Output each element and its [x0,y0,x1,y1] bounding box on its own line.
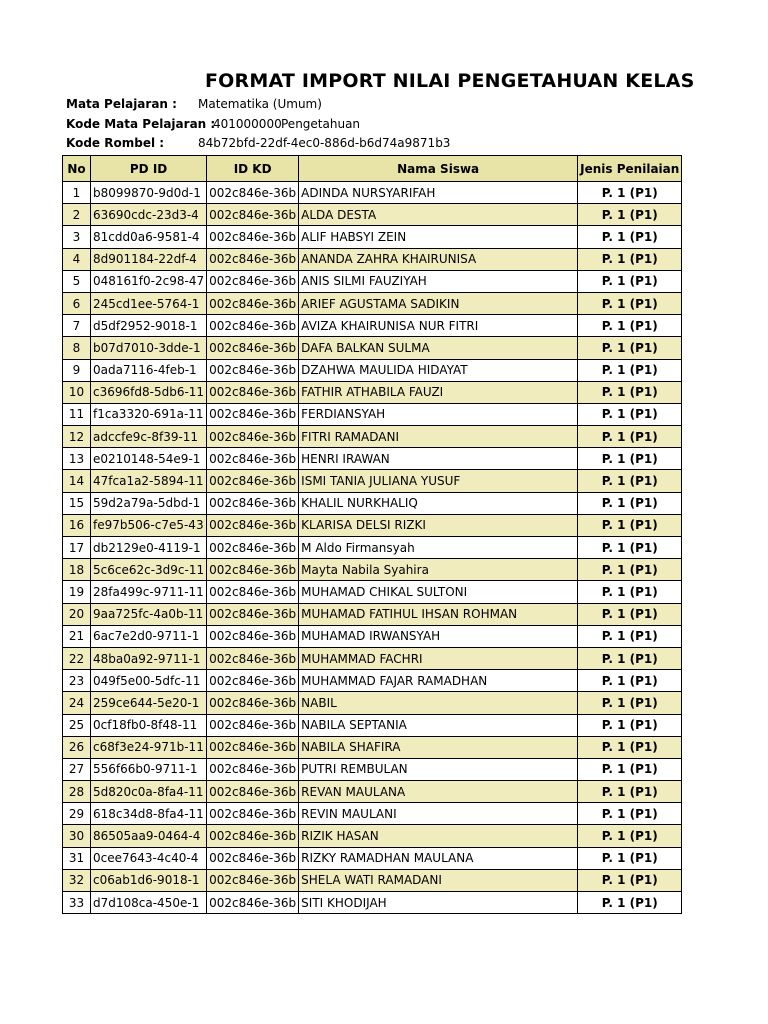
cell-nama-siswa[interactable]: MUHAMAD CHIKAL SULTONI [299,581,578,603]
cell-jenis-penilaian[interactable]: P. 1 (P1) [578,403,682,425]
cell-id-kd[interactable]: 002c846e-36b [207,381,299,403]
cell-no[interactable]: 22 [63,647,91,669]
cell-id-kd[interactable]: 002c846e-36b [207,869,299,891]
cell-id-kd[interactable]: 002c846e-36b [207,781,299,803]
cell-nama-siswa[interactable]: PUTRI REMBULAN [299,758,578,780]
cell-nama-siswa[interactable]: ARIEF AGUSTAMA SADIKIN [299,292,578,314]
cell-pd-id[interactable]: 6ac7e2d0-9711-1 [91,625,207,647]
table-row [63,381,682,403]
cell-pd-id[interactable]: 81cdd0a6-9581-4 [91,226,207,248]
cell-pd-id[interactable]: 59d2a79a-5dbd-1 [91,492,207,514]
cell-no[interactable]: 17 [63,537,91,559]
cell-nama-siswa[interactable]: FITRI RAMADANI [299,426,578,448]
cell-nama-siswa[interactable]: ANIS SILMI FAUZIYAH [299,270,578,292]
cell-no[interactable]: 5 [63,270,91,292]
cell-no[interactable]: 16 [63,514,91,536]
cell-nama-siswa[interactable]: ISMI TANIA JULIANA YUSUF [299,470,578,492]
table-body [63,182,682,914]
cell-nama-siswa[interactable]: NABILA SHAFIRA [299,736,578,758]
cell-pd-id[interactable]: 048161f0-2c98-47 [91,270,207,292]
cell-pd-id[interactable]: 0ada7116-4feb-1 [91,359,207,381]
cell-no[interactable]: 21 [63,625,91,647]
cell-no[interactable]: 4 [63,248,91,270]
cell-pd-id[interactable]: c3696fd8-5db6-11 [91,381,207,403]
cell-id-kd[interactable]: 002c846e-36b [207,448,299,470]
table-row [63,270,682,292]
cell-id-kd[interactable]: 002c846e-36b [207,625,299,647]
cell-no[interactable]: 31 [63,847,91,869]
cell-pd-id[interactable]: 245cd1ee-5764-1 [91,292,207,314]
cell-id-kd[interactable]: 002c846e-36b [207,226,299,248]
table-row [63,692,682,714]
cell-no[interactable]: 19 [63,581,91,603]
cell-jenis-penilaian[interactable]: P. 1 (P1) [578,581,682,603]
cell-nama-siswa[interactable]: FATHIR ATHABILA FAUZI [299,381,578,403]
cell-jenis-penilaian[interactable]: P. 1 (P1) [578,714,682,736]
cell-no[interactable]: 7 [63,315,91,337]
cell-id-kd[interactable]: 002c846e-36b [207,359,299,381]
cell-nama-siswa[interactable]: RIZIK HASAN [299,825,578,847]
cell-no[interactable]: 6 [63,292,91,314]
cell-no[interactable]: 13 [63,448,91,470]
cell-no[interactable]: 30 [63,825,91,847]
cell-pd-id[interactable]: 9aa725fc-4a0b-11 [91,603,207,625]
cell-no[interactable]: 1 [63,182,91,204]
cell-no[interactable]: 28 [63,781,91,803]
cell-nama-siswa[interactable]: FERDIANSYAH [299,403,578,425]
cell-id-kd[interactable]: 002c846e-36b [207,537,299,559]
table-row [63,292,682,314]
cell-nama-siswa[interactable]: ANANDA ZAHRA KHAIRUNISA [299,248,578,270]
cell-jenis-penilaian[interactable]: P. 1 (P1) [578,448,682,470]
cell-id-kd[interactable]: 002c846e-36b [207,758,299,780]
cell-pd-id[interactable]: b07d7010-3dde-1 [91,337,207,359]
cell-id-kd[interactable]: 002c846e-36b [207,581,299,603]
cell-pd-id[interactable]: 28fa499c-9711-11 [91,581,207,603]
cell-id-kd[interactable]: 002c846e-36b [207,470,299,492]
table-row [63,182,682,204]
cell-id-kd[interactable]: 002c846e-36b [207,670,299,692]
cell-pd-id[interactable]: c06ab1d6-9018-1 [91,869,207,891]
table-row [63,581,682,603]
cell-nama-siswa[interactable]: MUHAMAD FATIHUL IHSAN ROHMAN [299,603,578,625]
cell-no[interactable]: 9 [63,359,91,381]
cell-pd-id[interactable]: 86505aa9-0464-4 [91,825,207,847]
cell-no[interactable]: 14 [63,470,91,492]
cell-jenis-penilaian[interactable]: P. 1 (P1) [578,492,682,514]
rombel-label: Kode Rombel : [66,136,165,150]
table-row [63,736,682,758]
cell-nama-siswa[interactable]: ALIF HABSYI ZEIN [299,226,578,248]
cell-pd-id[interactable]: 8d901184-22df-4 [91,248,207,270]
cell-jenis-penilaian[interactable]: P. 1 (P1) [578,270,682,292]
cell-id-kd[interactable]: 002c846e-36b [207,270,299,292]
cell-nama-siswa[interactable]: MUHAMMAD FAJAR RAMADHAN [299,670,578,692]
cell-id-kd[interactable]: 002c846e-36b [207,892,299,914]
cell-jenis-penilaian[interactable]: P. 1 (P1) [578,847,682,869]
table-row [63,226,682,248]
cell-nama-siswa[interactable]: NABIL [299,692,578,714]
cell-nama-siswa[interactable]: Mayta Nabila Syahira [299,559,578,581]
header-id-kd[interactable]: ID KD [207,156,299,182]
table-row [63,403,682,425]
cell-no[interactable]: 20 [63,603,91,625]
cell-id-kd[interactable]: 002c846e-36b [207,714,299,736]
sheet-title: FORMAT IMPORT NILAI PENGETAHUAN KELAS [205,70,695,92]
cell-pd-id[interactable]: d7d108ca-450e-1 [91,892,207,914]
table-row [63,537,682,559]
cell-no[interactable]: 27 [63,758,91,780]
cell-pd-id[interactable]: 5d820c0a-8fa4-11 [91,781,207,803]
cell-id-kd[interactable]: 002c846e-36b [207,248,299,270]
cell-jenis-penilaian[interactable]: P. 1 (P1) [578,692,682,714]
cell-jenis-penilaian[interactable]: P. 1 (P1) [578,781,682,803]
table-row [63,248,682,270]
table-row [63,315,682,337]
cell-jenis-penilaian[interactable]: P. 1 (P1) [578,537,682,559]
table-header-row [63,156,682,182]
cell-jenis-penilaian[interactable]: P. 1 (P1) [578,559,682,581]
cell-jenis-penilaian[interactable]: P. 1 (P1) [578,204,682,226]
cell-id-kd[interactable]: 002c846e-36b [207,692,299,714]
cell-jenis-penilaian[interactable]: P. 1 (P1) [578,359,682,381]
kode-label: Kode Mata Pelajaran : [66,117,216,131]
cell-nama-siswa[interactable]: M Aldo Firmansyah [299,537,578,559]
cell-pd-id[interactable]: 049f5e00-5dfc-11 [91,670,207,692]
cell-nama-siswa[interactable]: RIZKY RAMADHAN MAULANA [299,847,578,869]
rombel-value: 84b72bfd-22df-4ec0-886d-b6d74a9871b3 [198,136,451,150]
cell-nama-siswa[interactable]: AVIZA KHAIRUNISA NUR FITRI [299,315,578,337]
cell-jenis-penilaian[interactable]: P. 1 (P1) [578,248,682,270]
table-row [63,847,682,869]
mapel-label: Mata Pelajaran : [66,97,177,111]
cell-id-kd[interactable]: 002c846e-36b [207,292,299,314]
cell-nama-siswa[interactable]: SHELA WATI RAMADANI [299,869,578,891]
cell-jenis-penilaian[interactable]: P. 1 (P1) [578,381,682,403]
cell-no[interactable]: 15 [63,492,91,514]
cell-jenis-penilaian[interactable]: P. 1 (P1) [578,892,682,914]
cell-jenis-penilaian[interactable]: P. 1 (P1) [578,292,682,314]
cell-id-kd[interactable]: 002c846e-36b [207,559,299,581]
cell-pd-id[interactable]: fe97b506-c7e5-43 [91,514,207,536]
cell-id-kd[interactable]: 002c846e-36b [207,182,299,204]
header-pd-id[interactable]: PD ID [91,156,207,182]
cell-jenis-penilaian[interactable]: P. 1 (P1) [578,470,682,492]
cell-no[interactable]: 10 [63,381,91,403]
table-row [63,625,682,647]
cell-id-kd[interactable]: 002c846e-36b [207,647,299,669]
cell-nama-siswa[interactable]: REVAN MAULANA [299,781,578,803]
cell-nama-siswa[interactable]: ADINDA NURSYARIFAH [299,182,578,204]
cell-id-kd[interactable]: 002c846e-36b [207,847,299,869]
cell-no[interactable]: 32 [63,869,91,891]
header-nama-siswa[interactable]: Nama Siswa [299,156,578,182]
cell-no[interactable]: 3 [63,226,91,248]
cell-no[interactable]: 33 [63,892,91,914]
table-row [63,647,682,669]
cell-id-kd[interactable]: 002c846e-36b [207,736,299,758]
table-row [63,470,682,492]
cell-pd-id[interactable]: d5df2952-9018-1 [91,315,207,337]
cell-no[interactable]: 29 [63,803,91,825]
cell-id-kd[interactable]: 002c846e-36b [207,603,299,625]
cell-nama-siswa[interactable]: KHALIL NURKHALIQ [299,492,578,514]
cell-no[interactable]: 12 [63,426,91,448]
cell-pd-id[interactable]: f1ca3320-691a-11 [91,403,207,425]
cell-nama-siswa[interactable]: REVIN MAULANI [299,803,578,825]
cell-jenis-penilaian[interactable]: P. 1 (P1) [578,603,682,625]
cell-jenis-penilaian[interactable]: P. 1 (P1) [578,625,682,647]
cell-nama-siswa[interactable]: SITI KHODIJAH [299,892,578,914]
cell-id-kd[interactable]: 002c846e-36b [207,514,299,536]
cell-pd-id[interactable]: 5c6ce62c-3d9c-11 [91,559,207,581]
cell-jenis-penilaian[interactable]: P. 1 (P1) [578,226,682,248]
cell-pd-id[interactable]: 0cf18fb0-8f48-11 [91,714,207,736]
kode-value: 401000000 [213,117,282,131]
cell-id-kd[interactable]: 002c846e-36b [207,426,299,448]
cell-jenis-penilaian[interactable]: P. 1 (P1) [578,315,682,337]
cell-no[interactable]: 25 [63,714,91,736]
cell-id-kd[interactable]: 002c846e-36b [207,803,299,825]
cell-jenis-penilaian[interactable]: P. 1 (P1) [578,670,682,692]
cell-id-kd[interactable]: 002c846e-36b [207,204,299,226]
cell-no[interactable]: 26 [63,736,91,758]
cell-jenis-penilaian[interactable]: P. 1 (P1) [578,736,682,758]
cell-no[interactable]: 8 [63,337,91,359]
cell-pd-id[interactable]: 47fca1a2-5894-11 [91,470,207,492]
table-row [63,714,682,736]
cell-pd-id[interactable]: adccfe9c-8f39-11 [91,426,207,448]
cell-pd-id[interactable]: 556f66b0-9711-1 [91,758,207,780]
table-row [63,825,682,847]
cell-id-kd[interactable]: 002c846e-36b [207,315,299,337]
table-row [63,892,682,914]
nilai-table [62,155,682,914]
cell-jenis-penilaian[interactable]: P. 1 (P1) [578,182,682,204]
cell-id-kd[interactable]: 002c846e-36b [207,492,299,514]
cell-id-kd[interactable]: 002c846e-36b [207,403,299,425]
cell-nama-siswa[interactable]: ALDA DESTA [299,204,578,226]
cell-no[interactable]: 2 [63,204,91,226]
table-row [63,448,682,470]
table-row [63,758,682,780]
cell-pd-id[interactable]: 0cee7643-4c40-4 [91,847,207,869]
header-jenis-penilaian[interactable]: Jenis Penilaian [578,156,682,182]
cell-no[interactable]: 18 [63,559,91,581]
cell-jenis-penilaian[interactable]: P. 1 (P1) [578,337,682,359]
cell-nama-siswa[interactable]: DZAHWA MAULIDA HIDAYAT [299,359,578,381]
cell-pd-id[interactable]: db2129e0-4119-1 [91,537,207,559]
table-row [63,492,682,514]
cell-pd-id[interactable]: e0210148-54e9-1 [91,448,207,470]
cell-pd-id[interactable]: c68f3e24-971b-11 [91,736,207,758]
cell-jenis-penilaian[interactable]: P. 1 (P1) [578,803,682,825]
cell-pd-id[interactable]: 259ce644-5e20-1 [91,692,207,714]
cell-jenis-penilaian[interactable]: P. 1 (P1) [578,647,682,669]
cell-jenis-penilaian[interactable]: P. 1 (P1) [578,514,682,536]
table-row [63,514,682,536]
cell-nama-siswa[interactable]: MUHAMAD IRWANSYAH [299,625,578,647]
header-no[interactable]: No [63,156,91,182]
cell-pd-id[interactable]: 63690cdc-23d3-4 [91,204,207,226]
cell-id-kd[interactable]: 002c846e-36b [207,825,299,847]
table-row [63,204,682,226]
cell-pd-id[interactable]: b8099870-9d0d-1 [91,182,207,204]
cell-jenis-penilaian[interactable]: P. 1 (P1) [578,758,682,780]
cell-jenis-penilaian[interactable]: P. 1 (P1) [578,825,682,847]
cell-pd-id[interactable]: 48ba0a92-9711-1 [91,647,207,669]
cell-jenis-penilaian[interactable]: P. 1 (P1) [578,426,682,448]
kode-type: Pengetahuan [281,117,361,131]
cell-no[interactable]: 23 [63,670,91,692]
table-row [63,559,682,581]
table-row [63,869,682,891]
table-row [63,337,682,359]
table-row [63,603,682,625]
table-row [63,781,682,803]
cell-pd-id[interactable]: 618c34d8-8fa4-11 [91,803,207,825]
cell-nama-siswa[interactable]: KLARISA DELSI RIZKI [299,514,578,536]
cell-nama-siswa[interactable]: MUHAMMAD FACHRI [299,647,578,669]
table-row [63,803,682,825]
mapel-value: Matematika (Umum) [198,97,322,111]
cell-nama-siswa[interactable]: HENRI IRAWAN [299,448,578,470]
cell-nama-siswa[interactable]: NABILA SEPTANIA [299,714,578,736]
cell-jenis-penilaian[interactable]: P. 1 (P1) [578,869,682,891]
cell-id-kd[interactable]: 002c846e-36b [207,337,299,359]
table-row [63,359,682,381]
cell-no[interactable]: 24 [63,692,91,714]
table-row [63,670,682,692]
table-row [63,426,682,448]
cell-nama-siswa[interactable]: DAFA BALKAN SULMA [299,337,578,359]
cell-no[interactable]: 11 [63,403,91,425]
